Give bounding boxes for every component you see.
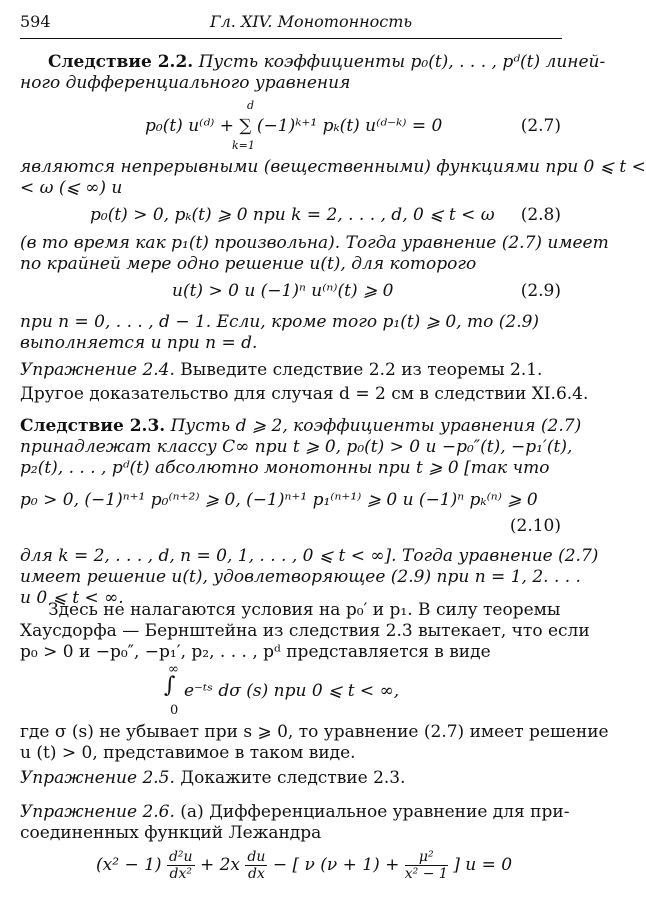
equation-term: (x² − 1) bbox=[96, 855, 162, 875]
legendre-equation bbox=[96, 848, 512, 882]
equation-number: (2.10) bbox=[509, 516, 561, 536]
numerator: d²u bbox=[168, 849, 193, 865]
corollary-text: p₂(t), . . . , pᵈ(t) абсолютно монотонны при t ⩾ 0 [так что bbox=[20, 458, 550, 478]
corollary-text: < ω (⩽ ∞) и bbox=[20, 178, 123, 198]
sum-lower-limit: k=1 bbox=[232, 139, 255, 152]
denominator: x² − 1 bbox=[404, 866, 448, 882]
exercise-text: Докажите следствие 2.3. bbox=[180, 768, 406, 788]
exercise-text: соединенных функций Лежандра bbox=[20, 823, 322, 843]
paragraph-line: p₀ > 0 и −p₀″, −p₁′, p₂, . . . , pᵈ представляется в виде bbox=[20, 642, 491, 662]
corollary-text: для k = 2, . . . , d, n = 0, 1, . . . , 0 ⩽ t < ∞]. Тогда уравнение (2.7) bbox=[20, 546, 599, 566]
exercise-2-5 bbox=[20, 768, 406, 788]
corollary-text: и 0 ⩽ t < ∞. bbox=[20, 588, 124, 608]
equation-number: (2.8) bbox=[520, 205, 561, 225]
paragraph-line: u (t) > 0, представимое в таком виде. bbox=[20, 743, 356, 763]
corollary-text: принадлежат классу C∞ при t ⩾ 0, p₀(t) > 0 и −p₀″(t), −p₁′(t), bbox=[20, 437, 573, 457]
integral-lower-limit: 0 bbox=[170, 703, 179, 718]
integral-upper-limit: ∞ bbox=[168, 662, 179, 677]
corollary-text: Пусть коэффициенты p₀(t), . . . , pᵈ(t) линей- bbox=[198, 52, 606, 72]
equation-term: ] u = 0 bbox=[453, 855, 513, 875]
fraction bbox=[167, 849, 195, 882]
denominator: dx bbox=[247, 866, 265, 882]
numerator: μ² bbox=[405, 849, 448, 866]
page-number: 594 bbox=[20, 12, 51, 31]
exercise-text: (a) Дифференциальное уравнение для при- bbox=[180, 802, 570, 822]
equation-2-7: p₀(t) u⁽ᵈ⁾ + ∑ (−1)ᵏ⁺¹ pₖ(t) u⁽ᵈ⁻ᵏ⁾ = 0 bbox=[145, 116, 443, 136]
equation-2-9: u(t) > 0 и (−1)ⁿ u⁽ⁿ⁾(t) ⩾ 0 bbox=[172, 281, 394, 301]
paragraph-line: где σ (s) не убывает при s ⩾ 0, то уравнение (2.7) имеет решение bbox=[20, 722, 609, 742]
equation-number: (2.7) bbox=[520, 116, 561, 136]
corollary-text: при n = 0, . . . , d − 1. Если, кроме того p₁(t) ⩾ 0, то (2.9) bbox=[20, 312, 540, 332]
sum-upper-limit: d bbox=[247, 99, 255, 112]
numerator: du bbox=[247, 849, 266, 865]
corollary-text: выполняется и при n = d. bbox=[20, 333, 258, 353]
integral-expression: e⁻ᵗˢ dσ (s) при 0 ⩽ t < ∞, bbox=[184, 681, 400, 701]
exercise-label: Упражнение 2.5. bbox=[20, 768, 175, 788]
paragraph-line: Здесь не налагаются условия на p₀′ и p₁. В силу теоремы bbox=[48, 600, 561, 620]
equation-2-8: p₀(t) > 0, pₖ(t) ⩾ 0 при k = 2, . . . , d, 0 ⩽ t < ω bbox=[90, 205, 495, 225]
running-header: Гл. XIV. Монотонность bbox=[210, 12, 413, 31]
integral-sign: ∫ bbox=[164, 673, 176, 698]
corollary-text: являются непрерывными (вещественными) функциями при 0 ⩽ t < bbox=[20, 157, 646, 177]
corollary-label: Следствие 2.2. bbox=[48, 52, 194, 72]
equation-2-10: p₀ > 0, (−1)ⁿ⁺¹ p₀⁽ⁿ⁺²⁾ ⩾ 0, (−1)ⁿ⁺¹ p₁⁽ⁿ⁺¹⁾ ⩾ 0 и (−1)ⁿ pₖ⁽ⁿ⁾ ⩾ 0 bbox=[20, 490, 538, 510]
other-proof-note: Другое доказательство для случая d = 2 см в следствии XI.6.4. bbox=[20, 384, 589, 404]
equation-number: (2.9) bbox=[520, 281, 561, 301]
corollary-text: имеет решение u(t), удовлетворяющее (2.9) при n = 1, 2. . . . bbox=[20, 567, 581, 587]
exercise-label: Упражнение 2.6. bbox=[20, 802, 175, 822]
equation-term: − [ ν (ν + 1) + bbox=[272, 855, 400, 875]
fraction bbox=[245, 849, 267, 882]
corollary-text: ного дифференциального уравнения bbox=[20, 73, 351, 93]
exercise-label: Упражнение 2.4. bbox=[20, 360, 175, 380]
paragraph-line: Хаусдорфа — Бернштейна из следствия 2.3 вытекает, что если bbox=[20, 621, 590, 641]
corollary-text: (в то время как p₁(t) произвольна). Тогда уравнение (2.7) имеет bbox=[20, 233, 609, 253]
exercise-2-4 bbox=[20, 360, 542, 380]
equation-term: + 2x bbox=[199, 855, 241, 875]
denominator: dx² bbox=[169, 866, 192, 882]
header-rule bbox=[20, 38, 562, 39]
corollary-text: Пусть d ⩾ 2, коэффициенты уравнения (2.7) bbox=[170, 416, 582, 436]
corollary-text: по крайней мере одно решение u(t), для которого bbox=[20, 254, 477, 274]
fraction bbox=[405, 849, 448, 882]
exercise-text: Выведите следствие 2.2 из теоремы 2.1. bbox=[180, 360, 543, 380]
corollary-label: Следствие 2.3. bbox=[20, 416, 166, 436]
